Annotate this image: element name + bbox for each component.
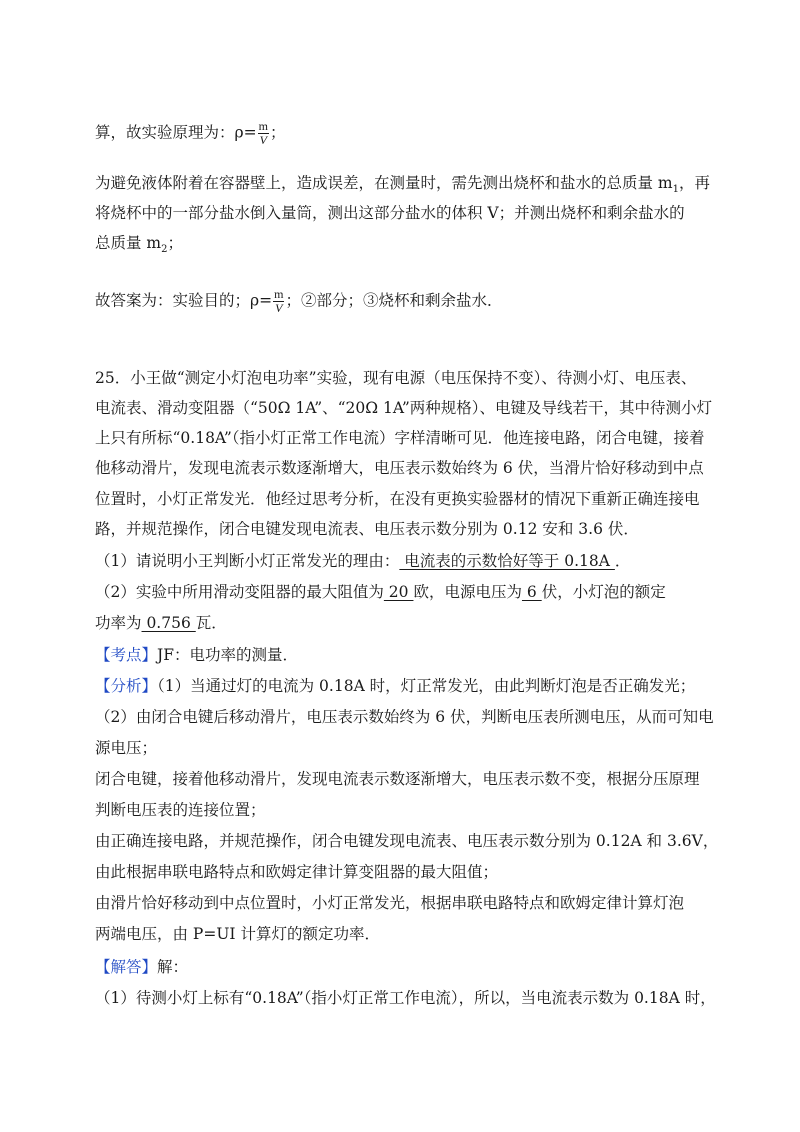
analysis-line: 源电压； <box>95 739 158 757</box>
question-line: 他移动滑片，发现电流表示数逐渐增大，电压表示数始终为 6 伏，当滑片恰好移动到中点 <box>95 459 704 477</box>
fenxi-tag: 【分析】 <box>95 677 158 695</box>
density-fraction: $\frac{m}{V}$ <box>274 287 284 315</box>
kaodian-line: 【考点】JF：电功率的测量． <box>95 646 298 664</box>
paragraph-line: 总质量 $m_2$； <box>95 234 184 256</box>
analysis-line: （2）由闭合电键后移动滑片，电压表示数始终为 6 伏，判断电压表所测电压，从而可知电 <box>95 708 714 726</box>
answer-blank: 6 <box>521 583 542 601</box>
question-line: 25．小王做“测定小灯泡电功率”实验，现有电源（电压保持不变）、待测小灯、电压表、 <box>95 369 697 387</box>
answer-blank: 0.756 <box>141 614 196 632</box>
sub-question-1: （1）请说明小王判断小灯正常发光的理由： 电流表的示数恰好等于 0.18A ． <box>95 552 631 570</box>
answer-line: 故答案为：实验目的；ρ= $\frac{m}{V}$ ；②部分；③烧杯和剩余盐水． <box>95 287 503 315</box>
question-line: 位置时，小灯正常发光．他经过思考分析，在没有更换实验器材的情况下重新正确连接电 <box>95 490 700 508</box>
analysis-line: 由此根据串联电路特点和欧姆定律计算变阻器的最大阻值； <box>95 863 499 881</box>
answer-blank: 20 <box>383 583 414 601</box>
principle-line: 算，故实验原理为：ρ= $\frac{m}{V}$ ； <box>95 119 286 147</box>
analysis-line: 两端电压，由 P=UI 计算灯的额定功率． <box>95 925 380 943</box>
paragraph-line: 为避免液体附着在容器壁上，造成误差，在测量时，需先测出烧杯和盐水的总质量 $m_1$，再 <box>95 174 711 196</box>
kaodian-tag: 【考点】 <box>95 646 158 664</box>
analysis-line: 判断电压表的连接位置； <box>95 801 266 819</box>
fenxi-line: 【分析】（1）当通过灯的电流为 0.18A 时，灯正常发光，由此判断灯泡是否正确发光； <box>95 677 696 695</box>
sub-question-2-cont: 功率为 0.756 瓦． <box>95 614 227 632</box>
paragraph-line: 将烧杯中的一部分盐水倒入量筒，测出这部分盐水的体积 V；并测出烧杯和剩余盐水的 <box>95 204 685 222</box>
question-line: 电流表、滑动变阻器（“50Ω 1A”、“20Ω 1A”两种规格）、电键及导线若干，其中待测小灯 <box>95 399 713 417</box>
solution-line: （1）待测小灯上标有“0.18A”（指小灯正常工作电流），所以，当电流表示数为 0.18A 时， <box>95 989 716 1007</box>
jieda-tag: 【解答】 <box>95 958 158 976</box>
sub-question-2: （2）实验中所用滑动变阻器的最大阻值为 20 欧，电源电压为 6 伏，小灯泡的额定 <box>95 583 666 601</box>
jieda-line: 【解答】解： <box>95 958 189 976</box>
analysis-line: 闭合电键，接着他移动滑片，发现电流表示数逐渐增大，电压表示数不变，根据分压原理 <box>95 770 700 788</box>
question-line: 上只有所标“0.18A”（指小灯正常工作电流）字样清晰可见．他连接电路，闭合电键，接着 <box>95 429 705 447</box>
question-line: 路，并规范操作，闭合电键发现电流表、电压表示数分别为 0.12 安和 3.6 伏． <box>95 520 639 538</box>
density-fraction: $\frac{m}{V}$ <box>258 119 268 147</box>
analysis-line: 由滑片恰好移动到中点位置时，小灯正常发光，根据串联电路特点和欧姆定律计算灯泡 <box>95 894 685 912</box>
answer-blank: 电流表的示数恰好等于 0.18A <box>399 552 615 570</box>
analysis-line: 由正确连接电路，并规范操作，闭合电键发现电流表、电压表示数分别为 0.12A 和 3.6V， <box>95 832 719 850</box>
